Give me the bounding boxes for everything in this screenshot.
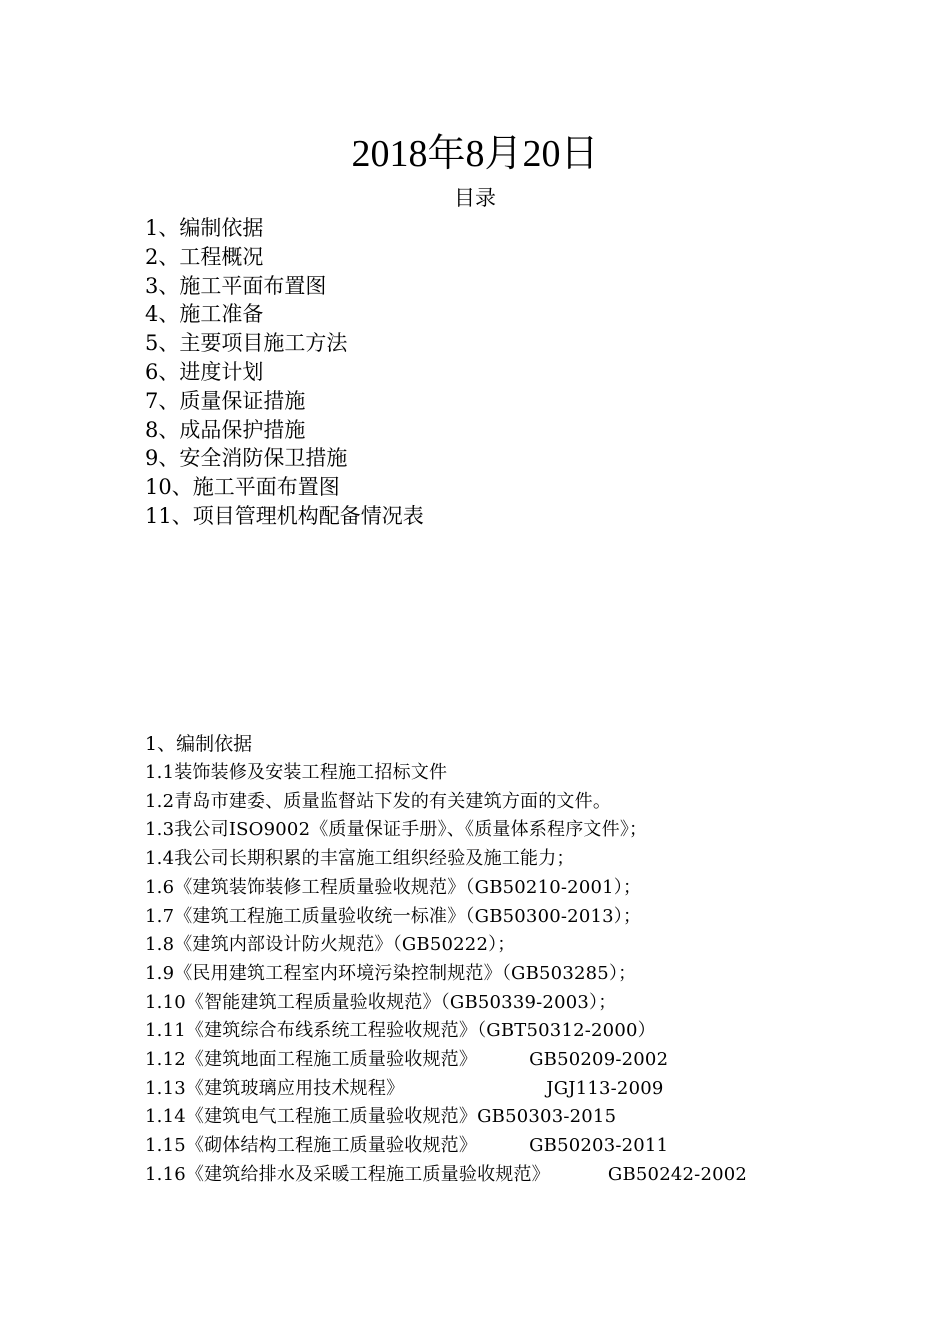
basis-item — [145, 759, 825, 788]
basis-item-text: 1.11《建筑综合布线系统工程验收规范》（GBT50312-2000） — [145, 1020, 656, 1042]
basis-item — [145, 1103, 825, 1132]
toc-item: 6、进度计划 — [145, 359, 264, 384]
basis-item — [145, 845, 825, 874]
date-title: 2018年8月20日 — [351, 133, 599, 175]
basis-item-code: JGJ113-2009 — [546, 1077, 664, 1099]
basis-item-text: 1.15《砌体结构工程施工质量验收规范》 — [145, 1135, 478, 1157]
basis-item-text: 1.7《建筑工程施工质量验收统一标准》（GB50300-2013）； — [145, 905, 642, 927]
basis-item — [145, 874, 825, 903]
section-heading: 1、编制依据 — [145, 733, 253, 755]
toc-item: 11、项目管理机构配备情况表 — [145, 503, 424, 528]
basis-item — [145, 903, 825, 932]
toc-heading: 目录 — [454, 186, 496, 210]
toc-item: 4、施工准备 — [145, 302, 264, 327]
basis-item — [145, 989, 825, 1018]
basis-item-text: 1.1装饰装修及安装工程施工招标文件 — [145, 762, 448, 783]
toc-list — [145, 214, 424, 531]
basis-item-code: GB50203-2011 — [529, 1135, 669, 1157]
basis-item-text: 1.2青岛市建委、质量监督站下发的有关建筑方面的文件。 — [145, 790, 612, 812]
basis-item — [145, 1046, 825, 1075]
toc-item: 2、工程概况 — [145, 244, 264, 269]
basis-item — [145, 1017, 825, 1046]
basis-item-text: 1.13《建筑玻璃应用技术规程》 — [145, 1077, 405, 1099]
toc-item: 8、成品保护措施 — [145, 417, 306, 442]
basis-item — [145, 1075, 825, 1104]
basis-item-text: 1.9《民用建筑工程室内环境污染控制规范》（GB503285）； — [145, 962, 637, 984]
basis-item-text: 1.14《建筑电气工程施工质量验收规范》GB50303-2015 — [145, 1106, 617, 1128]
basis-item-code: GB50242-2002 — [607, 1163, 748, 1185]
basis-item-code: GB50209-2002 — [529, 1049, 669, 1071]
toc-item: 1、编制依据 — [145, 216, 264, 240]
basis-item-text: 1.4我公司长期积累的丰富施工组织经验及施工能力； — [145, 848, 575, 870]
basis-item — [145, 931, 825, 960]
basis-item — [145, 788, 825, 817]
basis-item — [145, 1161, 810, 1190]
basis-item — [145, 816, 825, 845]
basis-item — [145, 1132, 825, 1161]
toc-item: 7、质量保证措施 — [145, 388, 306, 413]
toc-item: 3、施工平面布置图 — [145, 273, 327, 298]
toc-item: 10、施工平面布置图 — [145, 475, 340, 500]
toc-item: 5、主要项目施工方法 — [145, 331, 348, 356]
basis-item — [145, 960, 825, 989]
toc-item: 9、安全消防保卫措施 — [145, 446, 348, 471]
basis-list — [145, 759, 825, 1190]
basis-item-text: 1.8《建筑内部设计防火规范》（GB50222）； — [145, 934, 516, 956]
basis-item-text: 1.6《建筑装饰装修工程质量验收规范》（GB50210-2001）； — [145, 876, 642, 898]
section-compilation-basis — [145, 730, 825, 1190]
basis-item-text: 1.10《智能建筑工程质量验收规范》（GB50339-2003）； — [145, 991, 617, 1013]
basis-item-text: 1.16《建筑给排水及采暖工程施工质量验收规范》 — [145, 1163, 550, 1185]
basis-item-text: 1.12《建筑地面工程施工质量验收规范》 — [145, 1049, 478, 1071]
basis-item-text: 1.3我公司ISO9002《质量保证手册》、《质量体系程序文件》； — [145, 819, 648, 841]
